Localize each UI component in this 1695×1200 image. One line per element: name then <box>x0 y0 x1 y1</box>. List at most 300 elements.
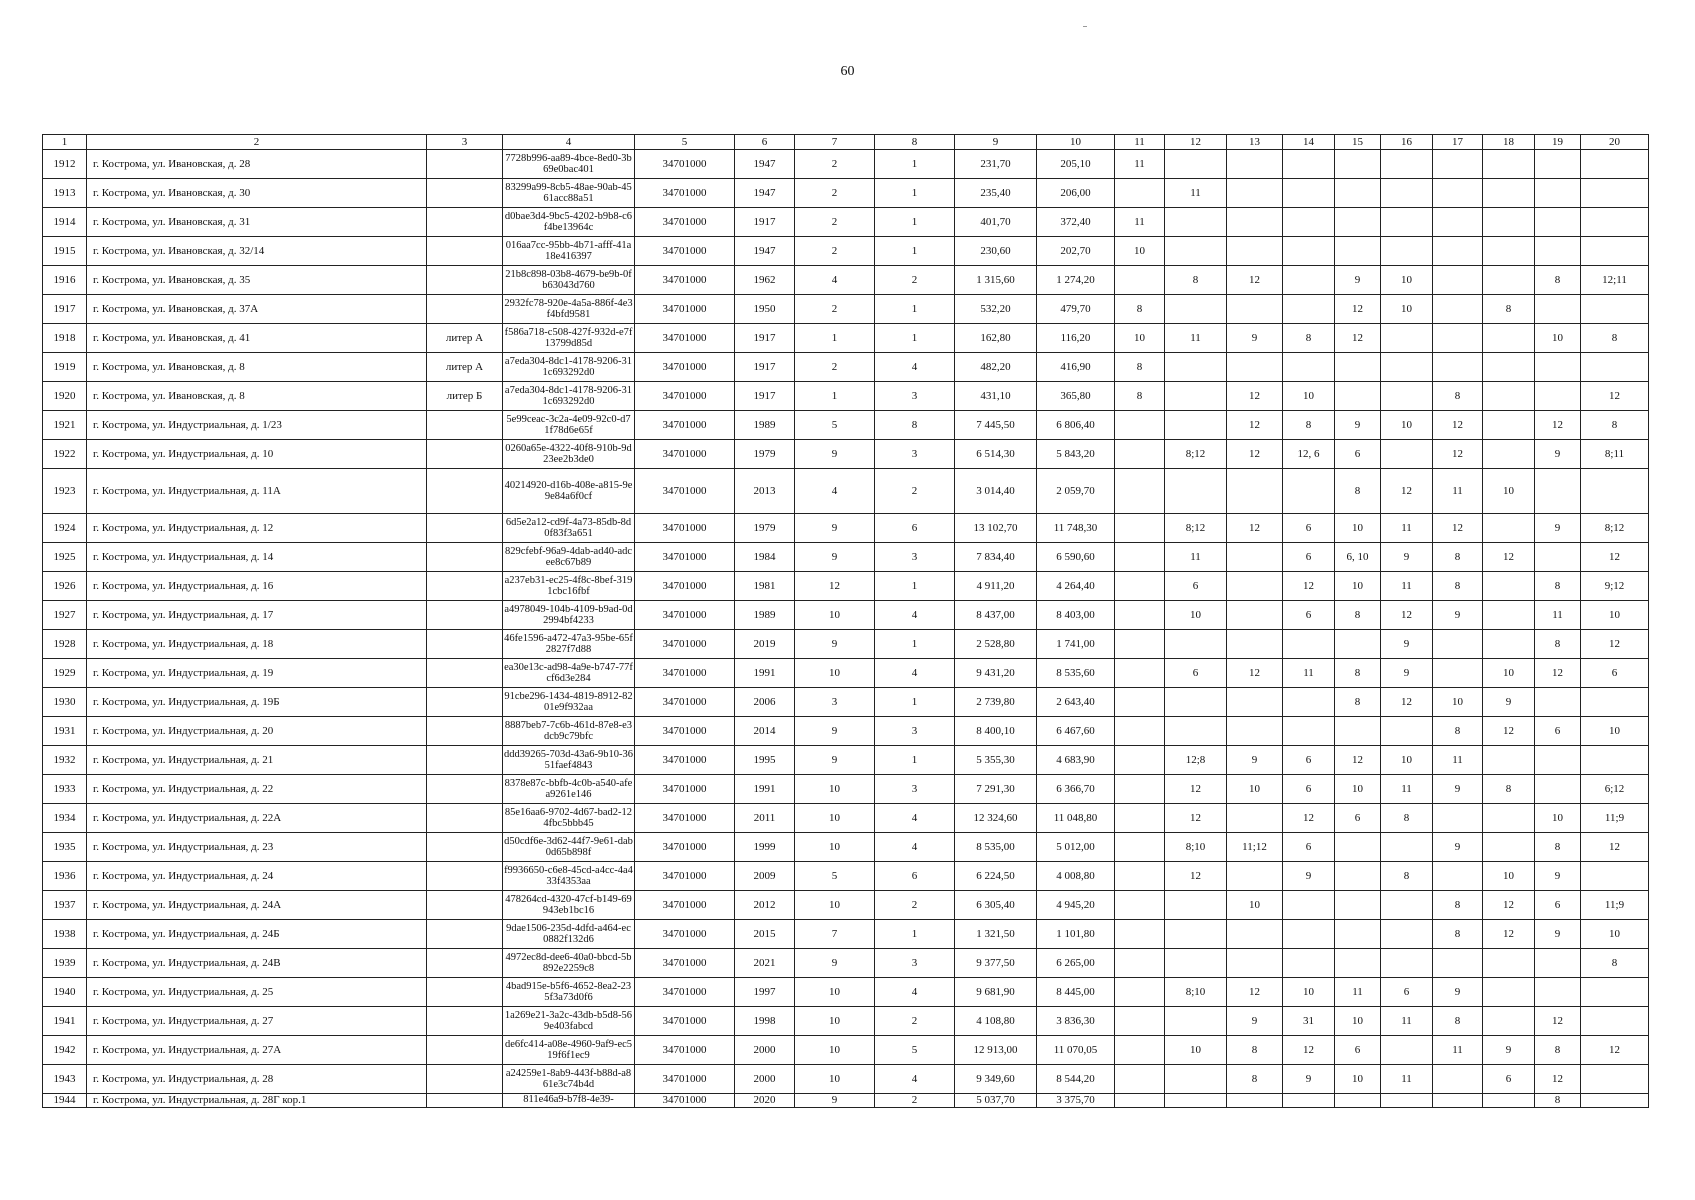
cell-col-19 <box>1535 179 1581 208</box>
cell-col-7: 9 <box>795 440 875 469</box>
cell-col-11 <box>1115 411 1165 440</box>
cell-col-8: 1 <box>875 688 955 717</box>
cell-col-3 <box>427 1036 503 1065</box>
cell-col-18 <box>1483 150 1535 179</box>
cell-col-2: г. Кострома, ул. Индустриальная, д. 10 <box>87 440 427 469</box>
cell-col-17 <box>1433 150 1483 179</box>
cell-col-15: 8 <box>1335 659 1381 688</box>
cell-col-15: 8 <box>1335 688 1381 717</box>
cell-col-11 <box>1115 920 1165 949</box>
cell-col-4: 91cbe296-1434-4819-8912-8201e9f932aa <box>503 688 635 717</box>
scan-mark <box>1083 26 1087 27</box>
cell-col-5: 34701000 <box>635 514 735 543</box>
cell-col-17: 10 <box>1433 688 1483 717</box>
table-row <box>43 208 1649 237</box>
cell-col-11 <box>1115 862 1165 891</box>
column-header-18: 18 <box>1483 135 1535 150</box>
cell-col-10: 4 683,90 <box>1037 746 1115 775</box>
cell-col-4: 4bad915e-b5f6-4652-8ea2-235f3a73d0f6 <box>503 978 635 1007</box>
cell-col-13 <box>1227 949 1283 978</box>
cell-col-18 <box>1483 237 1535 266</box>
cell-col-12 <box>1165 891 1227 920</box>
cell-col-12: 8;12 <box>1165 514 1227 543</box>
cell-col-14 <box>1283 920 1335 949</box>
cell-col-3 <box>427 208 503 237</box>
cell-col-6: 1981 <box>735 572 795 601</box>
cell-col-3 <box>427 833 503 862</box>
cell-col-13 <box>1227 862 1283 891</box>
cell-col-17: 9 <box>1433 978 1483 1007</box>
cell-col-20 <box>1581 150 1649 179</box>
cell-col-19: 10 <box>1535 324 1581 353</box>
cell-col-12: 12 <box>1165 862 1227 891</box>
cell-col-1: 1940 <box>43 978 87 1007</box>
cell-col-19 <box>1535 543 1581 572</box>
cell-col-5: 34701000 <box>635 601 735 630</box>
cell-col-9: 8 400,10 <box>955 717 1037 746</box>
cell-col-9: 12 913,00 <box>955 1036 1037 1065</box>
cell-col-9: 5 355,30 <box>955 746 1037 775</box>
cell-col-5: 34701000 <box>635 688 735 717</box>
cell-col-16: 8 <box>1381 804 1433 833</box>
cell-col-12: 11 <box>1165 543 1227 572</box>
cell-col-15: 10 <box>1335 775 1381 804</box>
cell-col-19: 8 <box>1535 1094 1581 1108</box>
cell-col-8: 4 <box>875 978 955 1007</box>
cell-col-12 <box>1165 382 1227 411</box>
cell-col-14: 6 <box>1283 601 1335 630</box>
cell-col-1: 1914 <box>43 208 87 237</box>
cell-col-13: 11;12 <box>1227 833 1283 862</box>
cell-col-8: 1 <box>875 179 955 208</box>
cell-col-3 <box>427 543 503 572</box>
cell-col-20: 12 <box>1581 833 1649 862</box>
cell-col-2: г. Кострома, ул. Индустриальная, д. 25 <box>87 978 427 1007</box>
cell-col-16: 11 <box>1381 1007 1433 1036</box>
cell-col-17 <box>1433 804 1483 833</box>
cell-col-16 <box>1381 440 1433 469</box>
table-row <box>43 746 1649 775</box>
cell-col-2: г. Кострома, ул. Индустриальная, д. 19Б <box>87 688 427 717</box>
cell-col-10: 416,90 <box>1037 353 1115 382</box>
register-table <box>42 134 1649 1108</box>
cell-col-6: 1999 <box>735 833 795 862</box>
cell-col-7: 4 <box>795 469 875 514</box>
cell-col-4: a237eb31-ec25-4f8c-8bef-3191cbc16fbf <box>503 572 635 601</box>
cell-col-9: 6 305,40 <box>955 891 1037 920</box>
cell-col-12 <box>1165 411 1227 440</box>
cell-col-7: 10 <box>795 1007 875 1036</box>
cell-col-14 <box>1283 688 1335 717</box>
cell-col-11 <box>1115 543 1165 572</box>
cell-col-7: 9 <box>795 1094 875 1108</box>
cell-col-18 <box>1483 601 1535 630</box>
cell-col-3 <box>427 440 503 469</box>
cell-col-18: 9 <box>1483 1036 1535 1065</box>
cell-col-7: 9 <box>795 717 875 746</box>
cell-col-9: 6 224,50 <box>955 862 1037 891</box>
cell-col-13 <box>1227 295 1283 324</box>
table-row <box>43 179 1649 208</box>
cell-col-3 <box>427 978 503 1007</box>
cell-col-13: 12 <box>1227 411 1283 440</box>
cell-col-4: 829cfebf-96a9-4dab-ad40-adcee8c67b89 <box>503 543 635 572</box>
cell-col-9: 4 911,20 <box>955 572 1037 601</box>
cell-col-14: 8 <box>1283 324 1335 353</box>
cell-col-16: 11 <box>1381 775 1433 804</box>
cell-col-5: 34701000 <box>635 1007 735 1036</box>
cell-col-15: 11 <box>1335 978 1381 1007</box>
cell-col-7: 2 <box>795 208 875 237</box>
cell-col-20: 6 <box>1581 659 1649 688</box>
cell-col-1: 1922 <box>43 440 87 469</box>
table-row <box>43 775 1649 804</box>
cell-col-10: 372,40 <box>1037 208 1115 237</box>
cell-col-8: 3 <box>875 717 955 746</box>
cell-col-1: 1926 <box>43 572 87 601</box>
cell-col-9: 9 431,20 <box>955 659 1037 688</box>
cell-col-5: 34701000 <box>635 382 735 411</box>
table-row <box>43 514 1649 543</box>
cell-col-13 <box>1227 150 1283 179</box>
cell-col-5: 34701000 <box>635 978 735 1007</box>
cell-col-2: г. Кострома, ул. Индустриальная, д. 24 <box>87 862 427 891</box>
cell-col-10: 8 445,00 <box>1037 978 1115 1007</box>
cell-col-7: 1 <box>795 382 875 411</box>
cell-col-8: 2 <box>875 469 955 514</box>
cell-col-19 <box>1535 150 1581 179</box>
cell-col-2: г. Кострома, ул. Ивановская, д. 37А <box>87 295 427 324</box>
cell-col-11 <box>1115 717 1165 746</box>
cell-col-5: 34701000 <box>635 1065 735 1094</box>
cell-col-2: г. Кострома, ул. Индустриальная, д. 20 <box>87 717 427 746</box>
cell-col-17: 8 <box>1433 382 1483 411</box>
cell-col-16: 12 <box>1381 688 1433 717</box>
cell-col-18 <box>1483 208 1535 237</box>
cell-col-9: 9 349,60 <box>955 1065 1037 1094</box>
cell-col-6: 2000 <box>735 1036 795 1065</box>
cell-col-19 <box>1535 775 1581 804</box>
cell-col-18 <box>1483 179 1535 208</box>
cell-col-6: 1995 <box>735 746 795 775</box>
cell-col-19 <box>1535 978 1581 1007</box>
cell-col-17 <box>1433 237 1483 266</box>
cell-col-18 <box>1483 440 1535 469</box>
cell-col-8: 1 <box>875 920 955 949</box>
cell-col-19: 6 <box>1535 717 1581 746</box>
cell-col-11: 8 <box>1115 382 1165 411</box>
cell-col-3 <box>427 949 503 978</box>
table-row <box>43 324 1649 353</box>
cell-col-6: 1947 <box>735 150 795 179</box>
cell-col-11 <box>1115 804 1165 833</box>
cell-col-14: 9 <box>1283 862 1335 891</box>
cell-col-20 <box>1581 237 1649 266</box>
cell-col-19: 8 <box>1535 630 1581 659</box>
cell-col-7: 10 <box>795 833 875 862</box>
cell-col-12: 8;10 <box>1165 833 1227 862</box>
cell-col-2: г. Кострома, ул. Ивановская, д. 41 <box>87 324 427 353</box>
cell-col-4: a24259e1-8ab9-443f-b88d-a861e3c74b4d <box>503 1065 635 1094</box>
cell-col-16 <box>1381 949 1433 978</box>
cell-col-5: 34701000 <box>635 1094 735 1108</box>
cell-col-8: 4 <box>875 833 955 862</box>
cell-col-20: 12 <box>1581 543 1649 572</box>
cell-col-16: 12 <box>1381 469 1433 514</box>
cell-col-18 <box>1483 266 1535 295</box>
cell-col-9: 13 102,70 <box>955 514 1037 543</box>
cell-col-6: 2012 <box>735 891 795 920</box>
cell-col-2: г. Кострома, ул. Ивановская, д. 31 <box>87 208 427 237</box>
cell-col-15 <box>1335 833 1381 862</box>
cell-col-7: 10 <box>795 775 875 804</box>
cell-col-8: 4 <box>875 804 955 833</box>
header-row <box>43 135 1649 150</box>
cell-col-7: 9 <box>795 514 875 543</box>
cell-col-15 <box>1335 630 1381 659</box>
cell-col-6: 1917 <box>735 353 795 382</box>
cell-col-6: 2020 <box>735 1094 795 1108</box>
cell-col-18: 8 <box>1483 775 1535 804</box>
cell-col-14 <box>1283 949 1335 978</box>
column-header-10: 10 <box>1037 135 1115 150</box>
cell-col-17: 12 <box>1433 411 1483 440</box>
cell-col-10: 206,00 <box>1037 179 1115 208</box>
cell-col-4: 1a269e21-3a2c-43db-b5d8-569e403fabcd <box>503 1007 635 1036</box>
cell-col-1: 1931 <box>43 717 87 746</box>
cell-col-17: 8 <box>1433 543 1483 572</box>
table-body <box>43 150 1649 1108</box>
cell-col-14 <box>1283 150 1335 179</box>
cell-col-9: 8 535,00 <box>955 833 1037 862</box>
cell-col-20: 12 <box>1581 382 1649 411</box>
cell-col-11 <box>1115 688 1165 717</box>
cell-col-10: 8 535,60 <box>1037 659 1115 688</box>
cell-col-20 <box>1581 353 1649 382</box>
cell-col-8: 3 <box>875 440 955 469</box>
table-row <box>43 862 1649 891</box>
cell-col-7: 5 <box>795 411 875 440</box>
cell-col-15: 6, 10 <box>1335 543 1381 572</box>
cell-col-19 <box>1535 688 1581 717</box>
cell-col-13: 12 <box>1227 659 1283 688</box>
cell-col-14: 6 <box>1283 833 1335 862</box>
cell-col-10: 5 012,00 <box>1037 833 1115 862</box>
cell-col-19 <box>1535 949 1581 978</box>
cell-col-3 <box>427 1065 503 1094</box>
cell-col-11 <box>1115 978 1165 1007</box>
cell-col-15 <box>1335 1094 1381 1108</box>
cell-col-6: 1989 <box>735 601 795 630</box>
cell-col-14 <box>1283 266 1335 295</box>
cell-col-13: 12 <box>1227 978 1283 1007</box>
cell-col-10: 2 059,70 <box>1037 469 1115 514</box>
cell-col-9: 2 739,80 <box>955 688 1037 717</box>
cell-col-7: 10 <box>795 1065 875 1094</box>
cell-col-8: 2 <box>875 1094 955 1108</box>
cell-col-1: 1920 <box>43 382 87 411</box>
cell-col-8: 5 <box>875 1036 955 1065</box>
cell-col-4: 40214920-d16b-408e-a815-9e9e84a6f0cf <box>503 469 635 514</box>
table-row <box>43 353 1649 382</box>
cell-col-7: 10 <box>795 978 875 1007</box>
cell-col-5: 34701000 <box>635 572 735 601</box>
cell-col-20 <box>1581 1007 1649 1036</box>
cell-col-9: 3 014,40 <box>955 469 1037 514</box>
cell-col-6: 2021 <box>735 949 795 978</box>
cell-col-10: 6 590,60 <box>1037 543 1115 572</box>
cell-col-8: 1 <box>875 208 955 237</box>
cell-col-6: 1947 <box>735 237 795 266</box>
cell-col-5: 34701000 <box>635 775 735 804</box>
table-row <box>43 543 1649 572</box>
cell-col-16 <box>1381 237 1433 266</box>
cell-col-16 <box>1381 324 1433 353</box>
cell-col-13: 9 <box>1227 1007 1283 1036</box>
cell-col-18 <box>1483 382 1535 411</box>
cell-col-7: 2 <box>795 295 875 324</box>
column-header-8: 8 <box>875 135 955 150</box>
cell-col-19: 12 <box>1535 1007 1581 1036</box>
cell-col-6: 2013 <box>735 469 795 514</box>
cell-col-3 <box>427 630 503 659</box>
cell-col-4: 811e46a9-b7f8-4e39- <box>503 1094 635 1108</box>
cell-col-8: 1 <box>875 630 955 659</box>
cell-col-7: 2 <box>795 150 875 179</box>
cell-col-12 <box>1165 688 1227 717</box>
cell-col-6: 1962 <box>735 266 795 295</box>
cell-col-7: 10 <box>795 659 875 688</box>
cell-col-1: 1923 <box>43 469 87 514</box>
cell-col-11 <box>1115 179 1165 208</box>
cell-col-1: 1934 <box>43 804 87 833</box>
cell-col-10: 6 366,70 <box>1037 775 1115 804</box>
cell-col-14: 10 <box>1283 978 1335 1007</box>
cell-col-10: 11 748,30 <box>1037 514 1115 543</box>
cell-col-12: 8 <box>1165 266 1227 295</box>
cell-col-1: 1932 <box>43 746 87 775</box>
cell-col-16 <box>1381 382 1433 411</box>
cell-col-3 <box>427 514 503 543</box>
cell-col-16 <box>1381 1094 1433 1108</box>
cell-col-3 <box>427 295 503 324</box>
cell-col-8: 2 <box>875 891 955 920</box>
cell-col-15: 9 <box>1335 411 1381 440</box>
cell-col-18 <box>1483 833 1535 862</box>
cell-col-10: 6 467,60 <box>1037 717 1115 746</box>
cell-col-1: 1927 <box>43 601 87 630</box>
cell-col-13 <box>1227 630 1283 659</box>
cell-col-20 <box>1581 208 1649 237</box>
cell-col-19 <box>1535 237 1581 266</box>
cell-col-3 <box>427 237 503 266</box>
cell-col-2: г. Кострома, ул. Индустриальная, д. 16 <box>87 572 427 601</box>
cell-col-13 <box>1227 601 1283 630</box>
column-header-15: 15 <box>1335 135 1381 150</box>
cell-col-11 <box>1115 949 1165 978</box>
cell-col-9: 1 315,60 <box>955 266 1037 295</box>
cell-col-17: 8 <box>1433 1007 1483 1036</box>
table-row <box>43 237 1649 266</box>
cell-col-13 <box>1227 179 1283 208</box>
cell-col-11 <box>1115 833 1165 862</box>
cell-col-9: 8 437,00 <box>955 601 1037 630</box>
cell-col-6: 2015 <box>735 920 795 949</box>
cell-col-19: 9 <box>1535 920 1581 949</box>
cell-col-20: 12;11 <box>1581 266 1649 295</box>
cell-col-14 <box>1283 469 1335 514</box>
cell-col-13: 8 <box>1227 1065 1283 1094</box>
cell-col-18 <box>1483 630 1535 659</box>
cell-col-11: 11 <box>1115 208 1165 237</box>
cell-col-15: 8 <box>1335 601 1381 630</box>
cell-col-13 <box>1227 208 1283 237</box>
cell-col-9: 532,20 <box>955 295 1037 324</box>
cell-col-10: 1 101,80 <box>1037 920 1115 949</box>
cell-col-3 <box>427 1007 503 1036</box>
cell-col-19: 11 <box>1535 601 1581 630</box>
cell-col-1: 1937 <box>43 891 87 920</box>
cell-col-4: 46fe1596-a472-47a3-95be-65f2827f7d88 <box>503 630 635 659</box>
cell-col-4: a7eda304-8dc1-4178-9206-311c693292d0 <box>503 382 635 411</box>
table-row <box>43 1094 1649 1108</box>
cell-col-15: 10 <box>1335 514 1381 543</box>
cell-col-14 <box>1283 630 1335 659</box>
cell-col-16 <box>1381 920 1433 949</box>
cell-col-19 <box>1535 469 1581 514</box>
cell-col-6: 2000 <box>735 1065 795 1094</box>
cell-col-9: 231,70 <box>955 150 1037 179</box>
cell-col-13: 10 <box>1227 775 1283 804</box>
cell-col-6: 1984 <box>735 543 795 572</box>
cell-col-20 <box>1581 1094 1649 1108</box>
cell-col-4: a7eda304-8dc1-4178-9206-311c693292d0 <box>503 353 635 382</box>
cell-col-5: 34701000 <box>635 630 735 659</box>
cell-col-6: 1989 <box>735 411 795 440</box>
cell-col-14: 12 <box>1283 804 1335 833</box>
cell-col-11: 10 <box>1115 324 1165 353</box>
cell-col-3 <box>427 746 503 775</box>
cell-col-4: 6d5e2a12-cd9f-4a73-85db-8d0f83f3a651 <box>503 514 635 543</box>
cell-col-12 <box>1165 949 1227 978</box>
cell-col-14 <box>1283 208 1335 237</box>
table-row <box>43 572 1649 601</box>
cell-col-1: 1939 <box>43 949 87 978</box>
cell-col-19 <box>1535 295 1581 324</box>
cell-col-17 <box>1433 179 1483 208</box>
cell-col-2: г. Кострома, ул. Индустриальная, д. 27 <box>87 1007 427 1036</box>
cell-col-7: 10 <box>795 891 875 920</box>
cell-col-12: 11 <box>1165 324 1227 353</box>
cell-col-16: 9 <box>1381 543 1433 572</box>
cell-col-15: 6 <box>1335 440 1381 469</box>
cell-col-1: 1919 <box>43 353 87 382</box>
cell-col-6: 1947 <box>735 179 795 208</box>
cell-col-5: 34701000 <box>635 833 735 862</box>
cell-col-8: 3 <box>875 775 955 804</box>
cell-col-9: 235,40 <box>955 179 1037 208</box>
table-row <box>43 1007 1649 1036</box>
cell-col-4: 4972ec8d-dee6-40a0-bbcd-5b892e2259c8 <box>503 949 635 978</box>
cell-col-17 <box>1433 1065 1483 1094</box>
cell-col-17: 11 <box>1433 469 1483 514</box>
cell-col-13: 12 <box>1227 382 1283 411</box>
cell-col-5: 34701000 <box>635 804 735 833</box>
cell-col-5: 34701000 <box>635 891 735 920</box>
cell-col-3: литер А <box>427 353 503 382</box>
cell-col-14 <box>1283 891 1335 920</box>
cell-col-5: 34701000 <box>635 469 735 514</box>
